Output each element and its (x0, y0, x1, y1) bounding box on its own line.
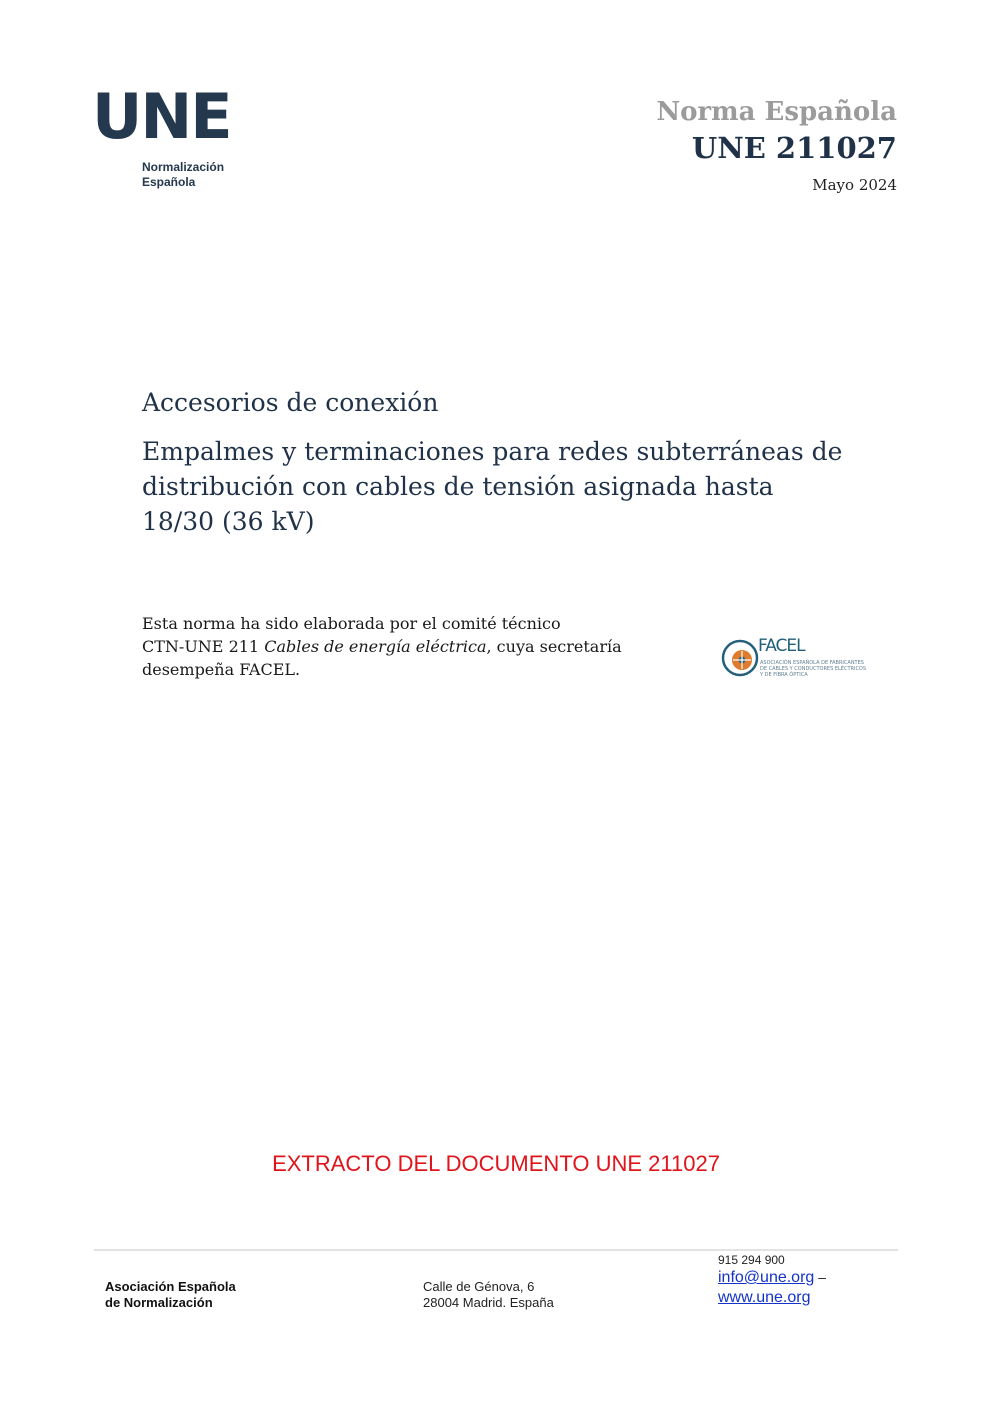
standard-code: UNE 211027 (691, 131, 897, 165)
logo-subtitle (142, 160, 231, 190)
title-sub-line3: 18/30 (36 kV) (142, 507, 315, 536)
facel-logo (720, 636, 865, 682)
extract-notice: EXTRACTO DEL DOCUMENTO UNE 211027 (272, 1151, 720, 1176)
footer-phone: 915 294 900 (718, 1253, 785, 1267)
committee-statement (142, 612, 662, 681)
title-main: Accesorios de conexión (142, 388, 439, 417)
title-sub-line2: distribución con cables de tensión asignada hasta (142, 472, 774, 501)
une-logo (92, 80, 231, 190)
footer-address (423, 1279, 554, 1311)
footer-addr-line2: 28004 Madrid. España (423, 1295, 554, 1310)
document-title (142, 386, 862, 539)
footer-separator: – (814, 1269, 826, 1285)
committee-name: Cables de energía eléctrica (264, 637, 487, 656)
footer-email-link[interactable]: info@une.org (718, 1269, 815, 1286)
footer-org-line1: Asociación Española (105, 1279, 236, 1294)
footer-divider (94, 1249, 898, 1251)
standard-kind: Norma Española (656, 97, 897, 127)
logo-wordmark: UNE (92, 80, 231, 153)
logo-subtitle-line2: Española (142, 175, 196, 189)
footer-web-link[interactable]: www.une.org (718, 1289, 811, 1306)
logo-subtitle-line1: Normalización (142, 160, 225, 174)
facel-emblem-icon (720, 638, 760, 678)
committee-code: CTN-UNE 211 (142, 637, 265, 656)
committee-line2-suffix: , cuya secretaría (486, 637, 622, 656)
footer-org-line2: de Normalización (105, 1295, 213, 1310)
standard-date: Mayo 2024 (812, 176, 897, 194)
standard-header (656, 96, 897, 194)
footer-contact (718, 1253, 826, 1308)
footer-organization (105, 1279, 236, 1311)
committee-line1: Esta norma ha sido elaborada por el comité técnico (142, 614, 561, 633)
facel-name: FACEL (758, 636, 805, 656)
title-sub-line1: Empalmes y terminaciones para redes subterráneas de (142, 437, 843, 466)
title-sub (142, 434, 862, 539)
committee-line3: desempeña FACEL. (142, 660, 301, 679)
facel-tagline: ASOCIACIÓN ESPAÑOLA DE FABRICANTES DE CABLES Y CONDUCTORES ELÉCTRICOS Y DE FIBRA ÓPTICA (760, 660, 867, 678)
footer-addr-line1: Calle de Génova, 6 (423, 1279, 535, 1294)
committee-line2 (142, 635, 662, 658)
